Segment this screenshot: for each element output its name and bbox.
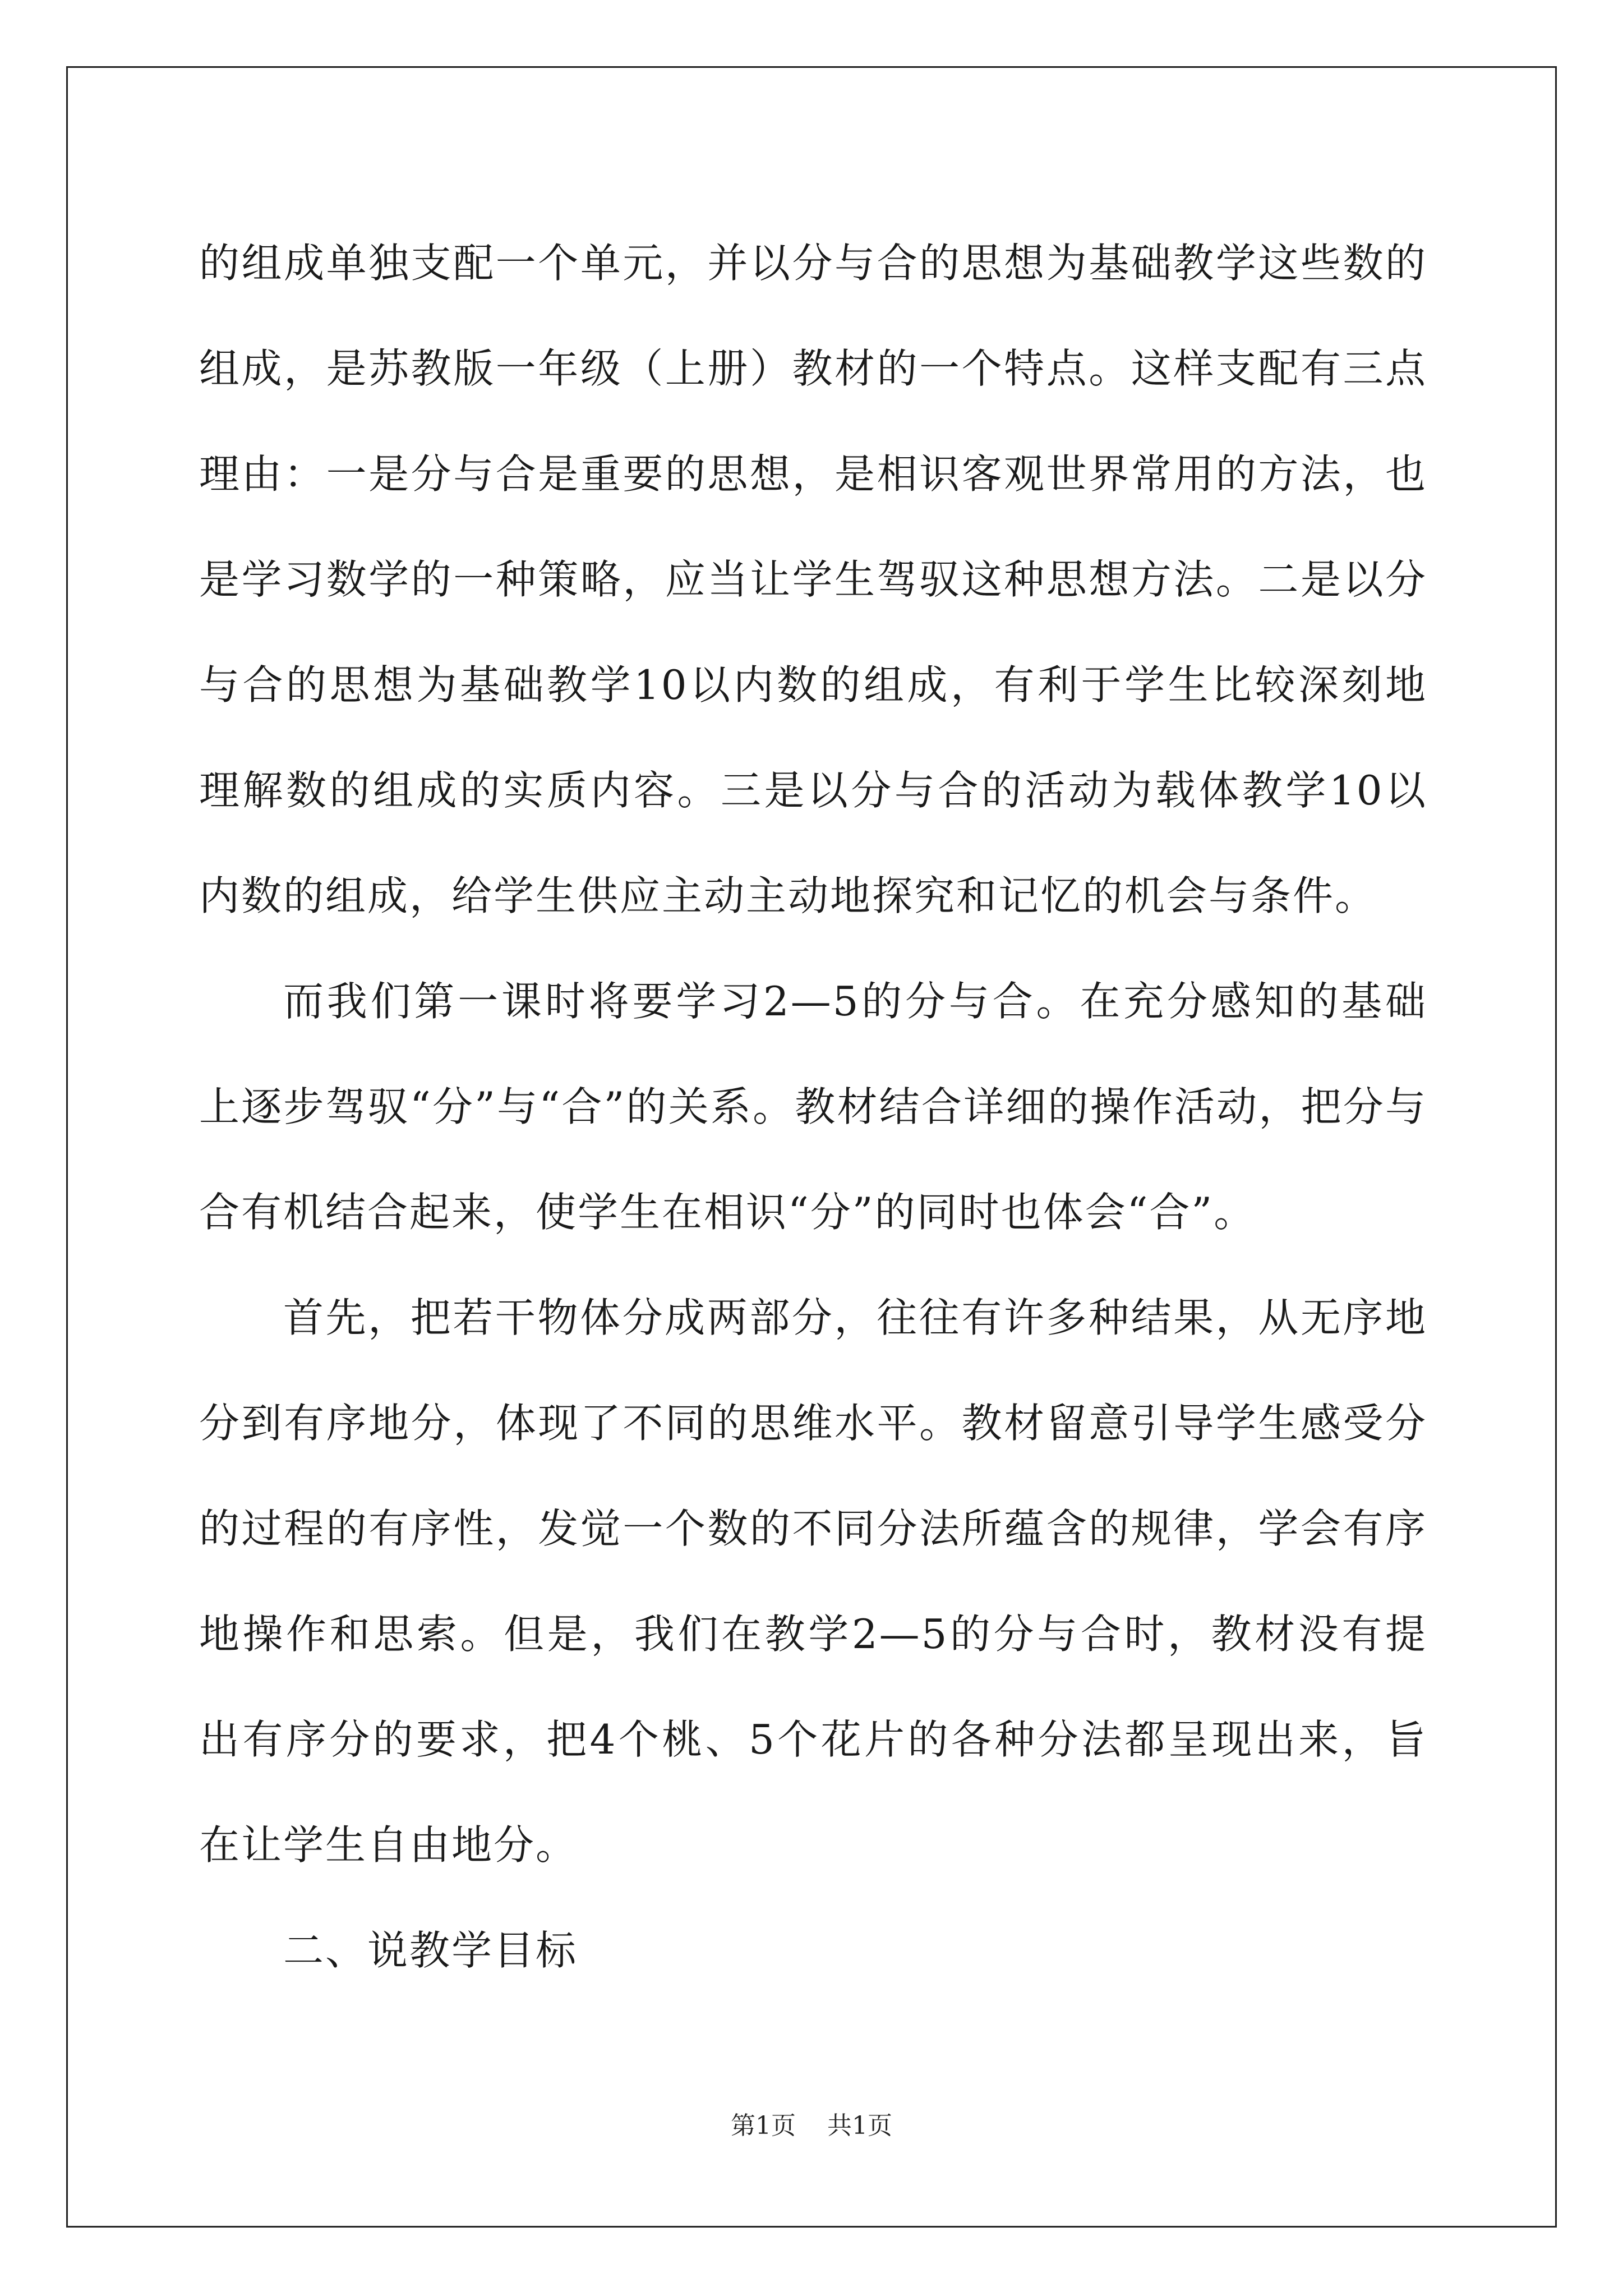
page-total: 共1页 xyxy=(827,2111,892,2140)
page-footer xyxy=(0,2105,1623,2141)
page-number: 第1页 xyxy=(731,2111,796,2140)
paragraph-2: 而我们第一课时将要学习2—5的分与合。在充分感知的基础上逐步驾驭“分”与“合”的关系。教材结合详细的操作活动，把分与合有机结合起来，使学生在相识“分”的同时也体会“合”。 xyxy=(199,978,1427,1236)
document-body xyxy=(199,210,1427,2003)
paragraph-1: 的组成单独支配一个单元，并以分与合的思想为基础教学这些数的组成，是苏教版一年级（上册）教材的一个特点。这样支配有三点理由：一是分与合是重要的思想，是相识客观世界常用的方法，也是学习数学的一种策略，应当让学生驾驭这种思想方法。二是以分与合的思想为基础教学10以内数的组成，有利于学生比较深刻地理解数的组成的实质内容。三是以分与合的活动为载体教学10以内数的组成，给学生供应主动主动地探究和记忆的机会与条件。 xyxy=(199,240,1427,919)
paragraph-3: 首先，把若干物体分成两部分，往往有许多种结果，从无序地分到有序地分，体现了不同的思维水平。教材留意引导学生感受分的过程的有序性，发觉一个数的不同分法所蕴含的规律，学会有序地操作和思索。但是，我们在教学2—5的分与合时，教材没有提出有序分的要求，把4个桃、5个花片的各种分法都呈现出来，旨在让学生自由地分。 xyxy=(199,1294,1427,1869)
section-heading: 二、说教学目标 xyxy=(283,1927,578,1974)
